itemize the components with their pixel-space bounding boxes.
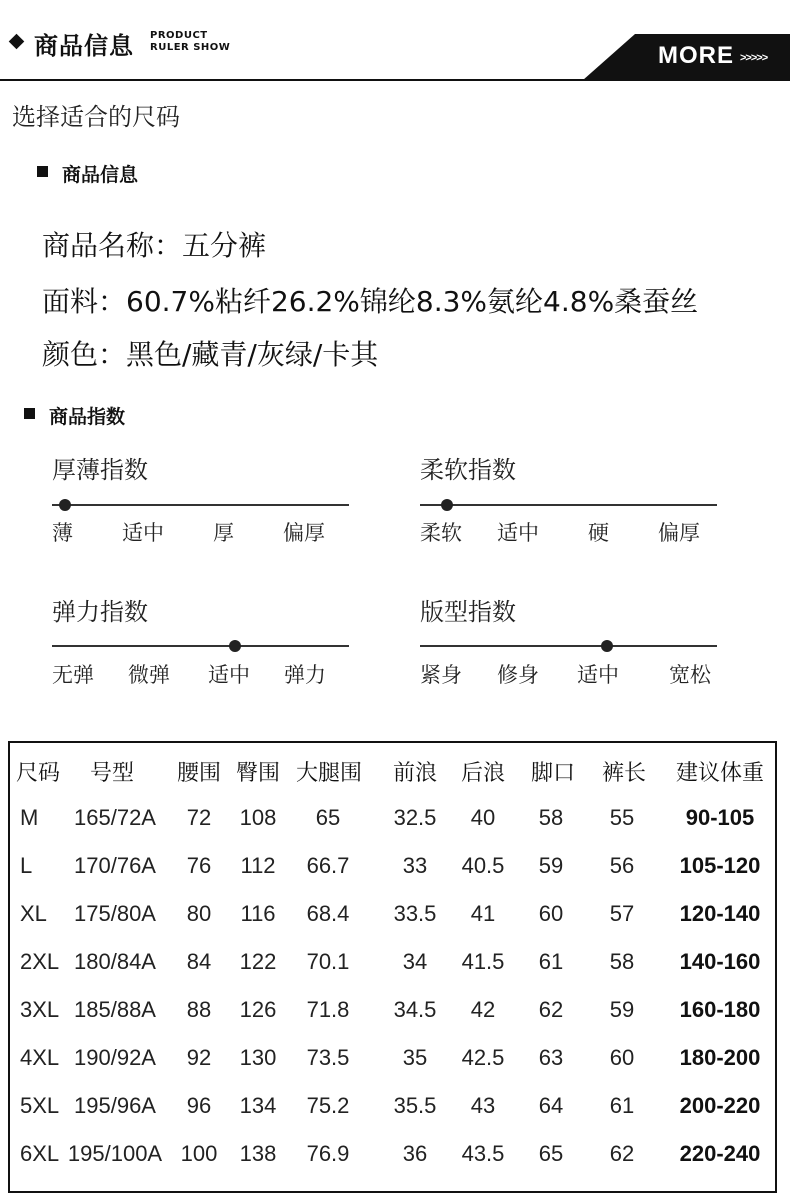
section-title-info: 商品信息 <box>62 164 139 186</box>
index-label: 偏厚 <box>658 521 700 545</box>
index-label: 修身 <box>497 663 539 687</box>
table-cell: 2XL <box>20 949 60 974</box>
table-cell: 55 <box>609 805 635 830</box>
table-cell: M <box>20 805 39 830</box>
table-cell: 180-200 <box>679 1045 761 1070</box>
index-label: 适中 <box>577 663 619 687</box>
table-cell: 41.5 <box>461 949 505 974</box>
table-header-cell: 臀围 <box>235 761 281 786</box>
index-label: 柔软 <box>420 521 462 545</box>
table-cell: 100 <box>180 1141 218 1166</box>
table-cell: 116 <box>240 901 276 926</box>
table-cell: 59 <box>609 997 635 1022</box>
table-cell: 138 <box>239 1141 277 1166</box>
table-header-cell: 前浪 <box>392 761 438 786</box>
index-title: 弹力指数 <box>52 598 148 626</box>
table-cell: 59 <box>538 853 564 878</box>
header-divider <box>0 79 790 81</box>
table-cell: 6XL <box>20 1141 60 1166</box>
index-marker-dot <box>229 640 241 652</box>
table-header-cell: 裤长 <box>601 761 647 786</box>
table-cell: 165/72A <box>74 805 156 830</box>
more-arrows-icon[interactable]: >>>>> <box>740 52 768 64</box>
section-square-icon <box>24 408 35 419</box>
table-cell: 43.5 <box>461 1141 505 1166</box>
section-square-icon <box>37 166 48 177</box>
index-label: 适中 <box>497 521 539 545</box>
header-subtitle-line1: PRODUCT <box>150 30 208 41</box>
table-cell: 32.5 <box>393 805 437 830</box>
product-color: 颜色：黑色/藏青/灰绿/卡其 <box>42 338 379 371</box>
table-cell: 58 <box>538 805 564 830</box>
table-cell: 120-140 <box>679 901 761 926</box>
table-cell: 175/80A <box>74 901 156 926</box>
table-cell: 134 <box>239 1093 277 1118</box>
table-cell: 65 <box>538 1141 564 1166</box>
diamond-bullet-icon <box>9 34 25 50</box>
table-cell: 126 <box>239 997 277 1022</box>
table-cell: 34 <box>402 949 428 974</box>
table-cell: 33 <box>402 853 428 878</box>
table-cell: 34.5 <box>393 997 437 1022</box>
table-cell: 170/76A <box>74 853 156 878</box>
table-cell: 58 <box>609 949 635 974</box>
index-label: 偏厚 <box>283 521 325 545</box>
table-cell: 88 <box>186 997 212 1022</box>
table-cell: 190/92A <box>74 1045 156 1070</box>
index-marker-dot <box>441 499 453 511</box>
index-marker-dot <box>59 499 71 511</box>
index-track <box>420 504 717 506</box>
table-cell: 200-220 <box>679 1093 761 1118</box>
table-cell: 36 <box>402 1141 428 1166</box>
table-cell: 40 <box>470 805 496 830</box>
table-cell: 70.1 <box>306 949 350 974</box>
table-cell: 80 <box>186 901 212 926</box>
product-name: 商品名称：五分裤 <box>42 229 267 262</box>
table-header-cell: 脚口 <box>530 761 576 786</box>
table-cell: 140-160 <box>679 949 761 974</box>
table-cell: 61 <box>538 949 564 974</box>
table-cell: 90-105 <box>685 805 755 830</box>
table-cell: 56 <box>609 853 635 878</box>
table-cell: 92 <box>186 1045 212 1070</box>
table-header-cell: 号型 <box>89 761 135 786</box>
table-cell: 4XL <box>20 1045 60 1070</box>
table-cell: 71.8 <box>306 997 350 1022</box>
table-cell: 185/88A <box>74 997 156 1022</box>
table-cell: 180/84A <box>74 949 156 974</box>
table-cell: 35.5 <box>393 1093 437 1118</box>
index-label: 适中 <box>122 521 164 545</box>
index-track <box>52 504 349 506</box>
index-track <box>52 645 349 647</box>
table-cell: 122 <box>239 949 277 974</box>
section-title-index: 商品指数 <box>49 406 126 428</box>
index-label: 微弹 <box>128 663 170 687</box>
table-cell: 62 <box>538 997 564 1022</box>
table-cell: 41 <box>470 901 496 926</box>
table-cell: 63 <box>538 1045 564 1070</box>
header-title: 商品信息 <box>34 31 134 60</box>
table-cell: 112 <box>240 853 276 878</box>
index-title: 厚薄指数 <box>52 456 148 484</box>
table-cell: 68.4 <box>306 901 350 926</box>
table-cell: 60 <box>609 1045 635 1070</box>
more-label[interactable]: MORE <box>658 42 734 69</box>
header-subtitle-line2: RULER SHOW <box>150 42 231 53</box>
header-subtitle <box>150 30 230 54</box>
index-marker-dot <box>601 640 613 652</box>
index-title: 柔软指数 <box>420 456 516 484</box>
table-cell: 65 <box>315 805 341 830</box>
table-cell: 57 <box>609 901 635 926</box>
index-label: 适中 <box>208 663 250 687</box>
table-cell: 75.2 <box>306 1093 350 1118</box>
table-cell: 160-180 <box>679 997 761 1022</box>
index-label: 薄 <box>52 521 73 545</box>
table-cell: L <box>20 853 33 878</box>
table-cell: 64 <box>538 1093 564 1118</box>
table-cell: 76 <box>186 853 212 878</box>
table-cell: 220-240 <box>679 1141 761 1166</box>
table-cell: 61 <box>609 1093 635 1118</box>
index-label: 宽松 <box>669 663 711 687</box>
index-track <box>420 645 717 647</box>
table-cell: 35 <box>402 1045 428 1070</box>
table-cell: 5XL <box>20 1093 60 1118</box>
table-cell: 195/96A <box>74 1093 156 1118</box>
table-cell: 108 <box>239 805 277 830</box>
table-header-cell: 大腿围 <box>295 761 363 786</box>
table-cell: 42.5 <box>461 1045 505 1070</box>
table-cell: 33.5 <box>393 901 437 926</box>
index-label: 无弹 <box>52 663 94 687</box>
table-cell: 105-120 <box>679 853 761 878</box>
table-cell: 73.5 <box>306 1045 350 1070</box>
table-cell: 84 <box>186 949 212 974</box>
index-title: 版型指数 <box>420 598 516 626</box>
table-header-cell: 腰围 <box>176 761 222 786</box>
index-label: 紧身 <box>420 663 462 687</box>
table-cell: 43 <box>470 1093 496 1118</box>
table-cell: 3XL <box>20 997 60 1022</box>
table-cell: 42 <box>470 997 496 1022</box>
product-fabric: 面料：60.7%粘纤26.2%锦纶8.3%氨纶4.8%桑蚕丝 <box>42 285 699 318</box>
table-header-cell: 建议体重 <box>675 761 765 786</box>
table-header-cell: 后浪 <box>460 761 506 786</box>
index-label: 硬 <box>588 521 609 545</box>
table-cell: 96 <box>186 1093 212 1118</box>
table-cell: 72 <box>186 805 212 830</box>
table-cell: 195/100A <box>67 1141 163 1166</box>
table-cell: 130 <box>239 1045 277 1070</box>
index-label: 厚 <box>213 521 234 545</box>
table-cell: 66.7 <box>306 853 350 878</box>
table-cell: 76.9 <box>306 1141 350 1166</box>
table-cell: 40.5 <box>461 853 505 878</box>
table-cell: 60 <box>538 901 564 926</box>
choose-size-label: 选择适合的尺码 <box>12 103 180 131</box>
table-header-cell: 尺码 <box>15 761 61 786</box>
table-cell: 62 <box>609 1141 635 1166</box>
index-label: 弹力 <box>284 663 326 687</box>
table-cell: XL <box>20 901 47 926</box>
